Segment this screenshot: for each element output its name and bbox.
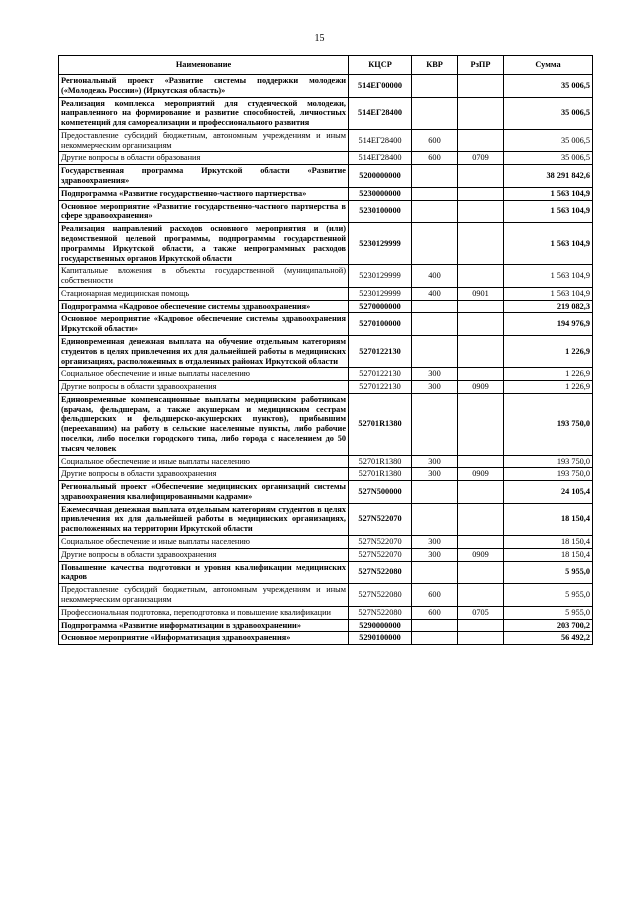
- cell-code: 52701R1380: [349, 455, 412, 468]
- cell-code: 527N522080: [349, 561, 412, 584]
- cell-sum: 219 082,3: [504, 300, 593, 313]
- cell-name: Единовременные компенсационные выплаты медицинским работникам (врачам, фельдшерам, а также акушеркам и медицинским сестрам фельдшерских и фельдшерско-акушерских пунктов), прибывшим (переехавшим) на работу в сельские населенные пункты, либо рабочие поселки, либо поселки городского типа, либо города с населением до 50 тысяч человек: [59, 393, 349, 455]
- cell-kvr: 400: [412, 287, 458, 300]
- cell-rzpr: 0909: [458, 468, 504, 481]
- cell-name: Другие вопросы в области здравоохранения: [59, 468, 349, 481]
- cell-rzpr: 0909: [458, 548, 504, 561]
- cell-name: Основное мероприятие «Кадровое обеспечение системы здравоохранения Иркутской области»: [59, 313, 349, 336]
- cell-rzpr: 0909: [458, 381, 504, 394]
- cell-sum: 193 750,0: [504, 455, 593, 468]
- cell-sum: 18 150,4: [504, 503, 593, 535]
- cell-rzpr: [458, 368, 504, 381]
- cell-code: 514ЕГ28400: [349, 97, 412, 129]
- cell-sum: 193 750,0: [504, 393, 593, 455]
- cell-name: Капитальные вложения в объекты государственной (муниципальной) собственности: [59, 265, 349, 288]
- cell-code: 514ЕГ28400: [349, 152, 412, 165]
- cell-sum: 35 006,5: [504, 97, 593, 129]
- cell-name: Социальное обеспечение и иные выплаты населению: [59, 455, 349, 468]
- cell-name: Единовременная денежная выплата на обучение отдельным категориям студентов в целях привлечения их для дальнейшей работы в медицинских организациях, расположенных в отдаленных районах Иркутской области: [59, 335, 349, 367]
- cell-rzpr: [458, 187, 504, 200]
- cell-code: 5230000000: [349, 187, 412, 200]
- table-row: [59, 368, 593, 381]
- cell-kvr: [412, 75, 458, 98]
- table-row: [59, 187, 593, 200]
- cell-rzpr: [458, 455, 504, 468]
- cell-sum: 24 105,4: [504, 481, 593, 504]
- cell-code: 514ЕГ00000: [349, 75, 412, 98]
- table-row: [59, 632, 593, 645]
- cell-rzpr: [458, 75, 504, 98]
- cell-name: Подпрограмма «Кадровое обеспечение системы здравоохранения»: [59, 300, 349, 313]
- cell-sum: 1 226,9: [504, 381, 593, 394]
- table-row: [59, 481, 593, 504]
- cell-name: Профессиональная подготовка, переподготовка и повышение квалификации: [59, 606, 349, 619]
- cell-name: Реализация направлений расходов основного мероприятия и (или) ведомственной целевой программы, подпрограммы государственной программы Иркутской области, а также непрограммных расходов государственных органов Иркутской области: [59, 223, 349, 265]
- cell-kvr: 600: [412, 584, 458, 607]
- table-row: [59, 619, 593, 632]
- cell-sum: 1 563 104,9: [504, 287, 593, 300]
- table-row: [59, 584, 593, 607]
- cell-code: 527N500000: [349, 481, 412, 504]
- cell-code: 5230100000: [349, 200, 412, 223]
- table-row: [59, 606, 593, 619]
- cell-sum: 203 700,2: [504, 619, 593, 632]
- cell-code: 5290000000: [349, 619, 412, 632]
- table-row: [59, 381, 593, 394]
- cell-kvr: [412, 503, 458, 535]
- cell-name: Ежемесячная денежная выплата отдельным категориям студентов в целях привлечения их для дальнейшей работы в медицинских организациях, расположенных на территории Иркутской области: [59, 503, 349, 535]
- cell-sum: 1 563 104,9: [504, 265, 593, 288]
- cell-sum: 193 750,0: [504, 468, 593, 481]
- cell-sum: 35 006,5: [504, 75, 593, 98]
- cell-kvr: [412, 619, 458, 632]
- cell-kvr: [412, 223, 458, 265]
- cell-kvr: [412, 187, 458, 200]
- cell-sum: 1 226,9: [504, 368, 593, 381]
- cell-rzpr: [458, 265, 504, 288]
- cell-kvr: 300: [412, 468, 458, 481]
- cell-rzpr: [458, 129, 504, 152]
- cell-code: 5270122130: [349, 381, 412, 394]
- cell-code: 52701R1380: [349, 393, 412, 455]
- table-row: [59, 129, 593, 152]
- table-row: [59, 200, 593, 223]
- cell-name: Повышение качества подготовки и уровня квалификации медицинских кадров: [59, 561, 349, 584]
- table-row: [59, 468, 593, 481]
- cell-rzpr: [458, 200, 504, 223]
- table-header-row: [59, 56, 593, 75]
- cell-kvr: 300: [412, 381, 458, 394]
- header-kvr: КВР: [412, 56, 458, 75]
- cell-sum: 5 955,0: [504, 606, 593, 619]
- cell-sum: 1 563 104,9: [504, 223, 593, 265]
- cell-code: 5270100000: [349, 313, 412, 336]
- cell-name: Социальное обеспечение и иные выплаты населению: [59, 368, 349, 381]
- table-row: [59, 287, 593, 300]
- cell-rzpr: 0705: [458, 606, 504, 619]
- cell-name: Другие вопросы в области здравоохранения: [59, 381, 349, 394]
- cell-code: 527N522070: [349, 548, 412, 561]
- cell-sum: 38 291 842,6: [504, 165, 593, 188]
- cell-rzpr: [458, 335, 504, 367]
- cell-code: 514ЕГ28400: [349, 129, 412, 152]
- cell-rzpr: [458, 223, 504, 265]
- cell-code: 5270122130: [349, 368, 412, 381]
- cell-kvr: [412, 300, 458, 313]
- cell-rzpr: [458, 619, 504, 632]
- cell-kvr: [412, 393, 458, 455]
- cell-kvr: 400: [412, 265, 458, 288]
- table-row: [59, 561, 593, 584]
- table-row: [59, 503, 593, 535]
- header-sum: Сумма: [504, 56, 593, 75]
- cell-code: 527N522070: [349, 503, 412, 535]
- cell-sum: 1 226,9: [504, 335, 593, 367]
- cell-name: Основное мероприятие «Информатизация здравоохранения»: [59, 632, 349, 645]
- cell-sum: 1 563 104,9: [504, 200, 593, 223]
- cell-rzpr: [458, 300, 504, 313]
- cell-sum: 18 150,4: [504, 536, 593, 549]
- cell-sum: 35 006,5: [504, 129, 593, 152]
- cell-code: 5230129999: [349, 265, 412, 288]
- cell-code: 527N522070: [349, 536, 412, 549]
- cell-name: Предоставление субсидий бюджетным, автономным учреждениям и иным некоммерческим организациям: [59, 584, 349, 607]
- cell-rzpr: [458, 536, 504, 549]
- cell-name: Реализация комплекса мероприятий для студенческой молодежи, направленного на формирование и развитие способностей, личностных компетенций для самореализации и профессионального развития: [59, 97, 349, 129]
- cell-kvr: [412, 335, 458, 367]
- cell-code: 5290100000: [349, 632, 412, 645]
- table-row: [59, 97, 593, 129]
- cell-sum: 35 006,5: [504, 152, 593, 165]
- cell-kvr: [412, 561, 458, 584]
- cell-code: 52701R1380: [349, 468, 412, 481]
- cell-code: 527N522080: [349, 606, 412, 619]
- cell-name: Подпрограмма «Развитие государственно-частного партнерства»: [59, 187, 349, 200]
- cell-sum: 5 955,0: [504, 584, 593, 607]
- cell-rzpr: [458, 561, 504, 584]
- cell-name: Предоставление субсидий бюджетным, автономным учреждениям и иным некоммерческим организациям: [59, 129, 349, 152]
- cell-kvr: 600: [412, 606, 458, 619]
- table-row: [59, 455, 593, 468]
- table-row: [59, 223, 593, 265]
- cell-sum: 5 955,0: [504, 561, 593, 584]
- cell-rzpr: [458, 481, 504, 504]
- cell-code: 527N522080: [349, 584, 412, 607]
- cell-kvr: 300: [412, 536, 458, 549]
- page-number: 15: [314, 33, 325, 44]
- table-row: [59, 313, 593, 336]
- cell-kvr: [412, 481, 458, 504]
- table-row: [59, 548, 593, 561]
- cell-kvr: [412, 200, 458, 223]
- header-name: Наименование: [59, 56, 349, 75]
- table-row: [59, 265, 593, 288]
- cell-rzpr: [458, 503, 504, 535]
- cell-rzpr: 0901: [458, 287, 504, 300]
- cell-rzpr: [458, 313, 504, 336]
- cell-code: 5270122130: [349, 335, 412, 367]
- table-row: [59, 393, 593, 455]
- cell-kvr: 300: [412, 548, 458, 561]
- cell-name: Другие вопросы в области образования: [59, 152, 349, 165]
- table-row: [59, 152, 593, 165]
- table-row: [59, 335, 593, 367]
- table-body: [59, 75, 593, 645]
- cell-kvr: [412, 97, 458, 129]
- cell-code: 5200000000: [349, 165, 412, 188]
- cell-rzpr: [458, 393, 504, 455]
- table-row: [59, 75, 593, 98]
- cell-rzpr: [458, 632, 504, 645]
- cell-name: Основное мероприятие «Развитие государственно-частного партнерства в сфере здравоохранения»: [59, 200, 349, 223]
- cell-rzpr: [458, 165, 504, 188]
- table-row: [59, 536, 593, 549]
- cell-code: 5230129999: [349, 287, 412, 300]
- cell-rzpr: 0709: [458, 152, 504, 165]
- cell-rzpr: [458, 584, 504, 607]
- table-row: [59, 165, 593, 188]
- cell-sum: 194 976,9: [504, 313, 593, 336]
- cell-sum: 56 492,2: [504, 632, 593, 645]
- cell-sum: 1 563 104,9: [504, 187, 593, 200]
- cell-rzpr: [458, 97, 504, 129]
- cell-name: Региональный проект «Развитие системы поддержки молодежи («Молодежь России») (Иркутская область)»: [59, 75, 349, 98]
- cell-kvr: [412, 632, 458, 645]
- cell-name: Социальное обеспечение и иные выплаты населению: [59, 536, 349, 549]
- cell-kvr: [412, 313, 458, 336]
- cell-kvr: 600: [412, 152, 458, 165]
- cell-name: Региональный проект «Обеспечение медицинских организаций системы здравоохранения квалифицированными кадрами»: [59, 481, 349, 504]
- cell-name: Стационарная медицинская помощь: [59, 287, 349, 300]
- header-code: КЦСР: [349, 56, 412, 75]
- budget-table: [58, 55, 593, 645]
- cell-kvr: 300: [412, 455, 458, 468]
- cell-name: Другие вопросы в области здравоохранения: [59, 548, 349, 561]
- cell-name: Государственная программа Иркутской области «Развитие здравоохранения»: [59, 165, 349, 188]
- table-row: [59, 300, 593, 313]
- cell-kvr: [412, 165, 458, 188]
- cell-kvr: 300: [412, 368, 458, 381]
- cell-name: Подпрограмма «Развитие информатизации в здравоохранении»: [59, 619, 349, 632]
- cell-sum: 18 150,4: [504, 548, 593, 561]
- cell-code: 5270000000: [349, 300, 412, 313]
- cell-code: 5230129999: [349, 223, 412, 265]
- header-rzpr: РзПР: [458, 56, 504, 75]
- cell-kvr: 600: [412, 129, 458, 152]
